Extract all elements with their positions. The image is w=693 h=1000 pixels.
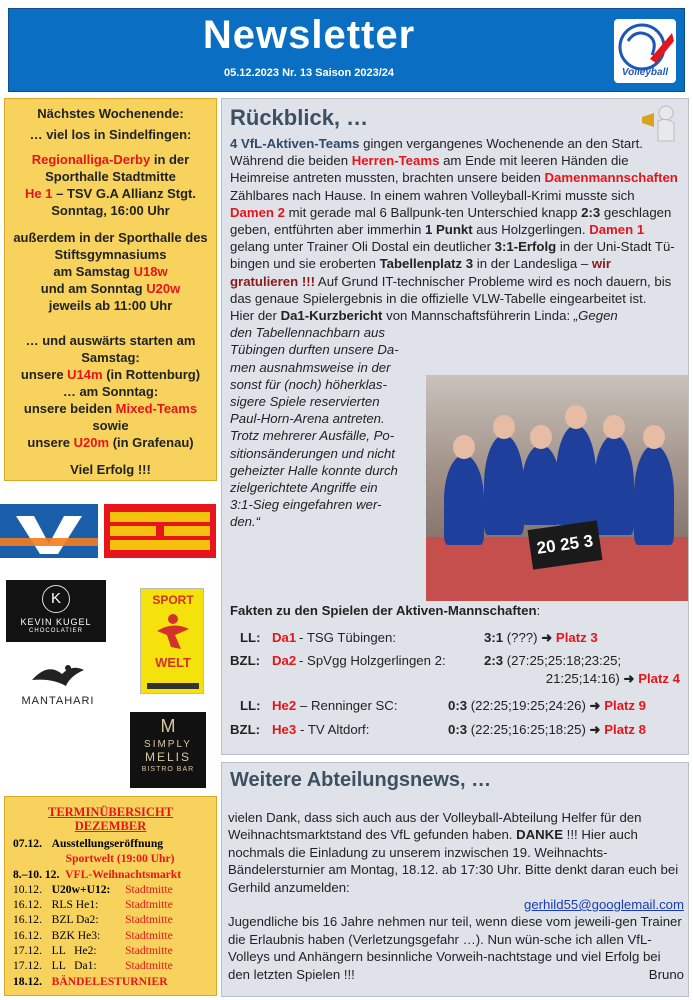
table-place: Tabellenplatz 3 xyxy=(379,256,474,272)
derby-block xyxy=(5,151,216,219)
table-position: Platz 9 xyxy=(604,698,647,713)
schedule-date: 16.12. xyxy=(13,928,42,942)
opponent: - TSG Tübingen: xyxy=(299,630,397,645)
review-text-part: in der Uni-Stadt Tü-bingen und sie eroberten xyxy=(230,239,675,272)
news-text-part: !!! Hier auch nochmals die Einladung zu unserem inzwischen 19. Weihnachts-Bändelersturnier am Montag, 18.12. ab 17:30 Uhr. Bitte denkt daran euch bei Gerhild anzumelden: xyxy=(228,827,679,895)
set-detail: 21:25;14:16) xyxy=(545,671,624,686)
u20m-label: U20m xyxy=(73,435,110,450)
schedule-date xyxy=(11,851,46,866)
vfl-volleyball-logo xyxy=(614,19,676,83)
away-saturday: … und auswärts starten am Samstag: xyxy=(25,333,196,365)
newsletter-header xyxy=(8,8,685,92)
teams-count: 4 VfL-Aktiven-Teams xyxy=(230,136,360,151)
schedule-event: Sportwelt (19:00 Uhr) xyxy=(65,852,175,866)
schedule-date: 16.12. xyxy=(13,898,42,912)
damen-teams: Damenmannschaften xyxy=(544,170,678,186)
quote-line: sonst für (noch) höherklas- xyxy=(230,376,387,392)
schedule-date: 18.12. xyxy=(13,974,42,988)
table-position: Platz 8 xyxy=(604,722,647,737)
kevin-kugel-logo xyxy=(6,580,106,642)
quote-line: „Gegen xyxy=(573,308,618,324)
sparkasse-logo xyxy=(104,504,216,558)
review-text-part: am Ende mit leeren Händen die Heimreise antreten mussten, brachten unsere beiden xyxy=(230,153,629,186)
quote-line: sitionsänderungen und nicht xyxy=(230,445,395,461)
schedule-event: VFL-Weihnachtsmarkt xyxy=(65,867,182,881)
saturday-text: am Samstag xyxy=(53,264,134,279)
schedule-date: 16.12. xyxy=(13,913,42,927)
u14m-label: U14m xyxy=(67,367,103,382)
derby-venue: in der Sporthalle Stadtmitte xyxy=(45,152,190,184)
review-text-part: mit gerade mal 6 Ballpunk-ten Unterschied knapp xyxy=(284,204,582,220)
sowie-text: sowie xyxy=(92,418,129,433)
score-sign: 20 25 3 xyxy=(528,520,603,569)
news-text-part: vielen Dank, dass sich auch aus der Volleyball-Abteilung Helfer für den Weihnachtsmarktstand des VfL gefunden haben. xyxy=(228,810,642,843)
schedule-event: BÄNDELESTURNIER xyxy=(51,974,168,988)
set-detail: (22:25;16:25;18:25) xyxy=(467,722,590,737)
simply-melis-logo xyxy=(130,712,206,788)
away-sunday: … am Sonntag: xyxy=(62,384,159,399)
u14m-venue: (in Rottenburg) xyxy=(102,367,201,382)
schedule-table xyxy=(11,836,183,989)
schedule-place: Stadtmitte xyxy=(125,898,173,912)
team-label: Da2 xyxy=(272,653,297,668)
score: 3:1 xyxy=(484,630,504,645)
review-title: Rückblick, … xyxy=(230,105,369,130)
report-intro: Hier der xyxy=(230,308,281,324)
schedule-title: TERMINÜBERSICHT xyxy=(47,805,174,819)
review-text-part: gelang unter Trainer Oli Dostal ein deutlicher xyxy=(230,239,495,255)
mixed-prefix: unsere beiden xyxy=(23,401,116,416)
news-text xyxy=(228,809,684,983)
schedule-date: 8.–10. 12. xyxy=(13,867,60,881)
win-label: 3:1-Erfolg xyxy=(494,239,557,255)
schedule-place: Stadtmitte xyxy=(125,959,173,973)
away-block xyxy=(5,332,216,451)
quote-line: zielgerichtete Angriffe ein xyxy=(230,480,378,496)
quote-line: geheizter Halle konnte durch xyxy=(230,462,398,478)
youth-time: jeweils ab 11:00 Uhr xyxy=(48,298,173,313)
set-detail: (???) xyxy=(503,630,542,645)
schedule-row xyxy=(11,897,183,912)
kevin-kugel-name: KEVIN KUGEL xyxy=(20,617,92,627)
u20m-venue: (in Grafenau) xyxy=(109,435,194,450)
u20w-label: U20w xyxy=(146,281,181,296)
quote-line: den.“ xyxy=(230,514,261,530)
schedule-event: BZL Da2: xyxy=(51,913,99,927)
schedule-date: 07.12. xyxy=(13,837,42,850)
table-position: Platz 3 xyxy=(555,630,598,645)
set-detail: (22:25;19:25;24:26) xyxy=(467,698,590,713)
schedule-date: 17.12. xyxy=(13,944,42,958)
damen1-label: Damen 1 xyxy=(589,222,645,238)
review-section: Rückblick, … 4 VfL-Aktiven-Teams gingen vergangenes Wochenende an den Start. Während die beiden Herren-Teams am Ende mit leeren Händen die Heimreise antreten mussten, brachten unsere beiden Damenmannschaften Zählbares nach Hause. In einem wahren Volleyball-Krimi musste sich Damen 2 mit gerade mal 6 Ballpunk-ten Unterschied knapp 2:3 geschlagen geben, entführten aber immerhin 1 Punkt aus Holzgerlingen. Damen 1 gelang unter Trainer Oli Dostal ein deutlicher 3:1-Erfolg in der Uni-Stadt Tü-bingen und sie eroberten Tabellenplatz 3 in der Landesliga – wir gratulieren !!! Auf Grund IT-technischer Probleme wird es noch dauern, bis das genaue Spielergebnis in die offizielle VLW-Tabelle eingearbeitet ist. Hier der Da1-Kurzbericht von Mannschaftsführerin Linda: „Gegen den Tabellennachbarn aus Tübingen durften unsere Da- men ausnahmsweise in der sonst für (noch) höherklas- sigere Spiele reservierten Paul-Horn-Arena antreten. Trotz mehrerer Ausfälle, Po- sitionsänderungen und nicht geheizter Halle konnte durch zielgerichtete Angriffe ein 3:1-Sieg eingefahren wer- den.“ 20 25 3 Fakten zu den Spielen der Aktiven-Mannschaften: LL: Da1 - TSG Tübingen: 3:1 (???) ➜ Platz 3 BZL: Da2 - SpVgg Holzgerlingen 2: 2:3 (27:25;25:18;23:25; 21:25;14:16) ➜ Platz 4 LL: He2 – Renninger SC: 0:3 (22:25;19:25;24:26) ➜ Platz 9 BZL: He3 - TV Altdorf: 0:3 (22:25;16:25;18:25) ➜ Platz 8 xyxy=(221,98,689,755)
schedule-event: LL He2: xyxy=(51,944,97,958)
opponent: – Renninger SC: xyxy=(300,698,398,713)
derby-label: Regionalliga-Derby xyxy=(31,152,151,167)
team-label: Da1 xyxy=(272,630,297,645)
league-label: LL: xyxy=(240,630,261,645)
signature: Bruno xyxy=(648,966,684,982)
schedule-date: 17.12. xyxy=(13,959,42,973)
schedule-row xyxy=(11,943,183,958)
u14m-prefix: unsere xyxy=(20,367,68,382)
facts-title: Fakten zu den Spielen der Aktiven-Mannschaften xyxy=(230,603,537,618)
quote-line: sigere Spiele reservierten xyxy=(230,394,380,410)
stiftsgym-venue: außerdem in der Sporthalle des Stiftsgymnasiums xyxy=(13,230,208,262)
schedule-row xyxy=(11,958,183,973)
schedule-place: Stadtmitte xyxy=(125,944,173,958)
schedule-row xyxy=(11,928,183,943)
mantahari-bird-icon xyxy=(28,656,88,690)
u18w-label: U18w xyxy=(133,264,168,279)
sunday-text: und am Sonntag xyxy=(40,281,147,296)
damen2-score: 2:3 xyxy=(581,204,601,220)
quote-line: 3:1-Sieg eingefahren wer- xyxy=(230,497,382,513)
u20m-prefix: unsere xyxy=(27,435,74,450)
sportwelt-figure-icon xyxy=(153,611,193,651)
quote-line: Trotz mehrerer Ausfälle, Po- xyxy=(230,428,395,444)
schedule-event: BZK He3: xyxy=(51,928,101,942)
mantahari-name: MANTAHARI xyxy=(21,695,95,707)
thanks-label: DANKE xyxy=(516,827,564,843)
schedule-place: Stadtmitte xyxy=(125,882,173,896)
team-label: He3 xyxy=(272,722,297,737)
simply-text: SIMPLY xyxy=(144,739,192,750)
he1-opponent: – TSV G.A Allianz Stgt. xyxy=(52,186,196,201)
facts-colon: : xyxy=(536,603,541,618)
schedule-row xyxy=(11,867,183,882)
melis-text: MELIS xyxy=(144,750,191,764)
schedule-date: 10.12. xyxy=(13,882,42,896)
schedule-event: Ausstellungseröffnung xyxy=(51,837,164,850)
schedule-cell xyxy=(11,867,183,882)
review-text-part: geschlagen geben, entführten aber immerhin xyxy=(230,204,672,238)
sport-text: SPORT xyxy=(152,593,194,607)
mixed-label: Mixed-Teams xyxy=(115,401,198,416)
review-text-part: aus Holzgerlingen. xyxy=(472,222,590,238)
league-label: BZL: xyxy=(230,653,261,668)
welt-text: WELT xyxy=(155,655,191,670)
next-weekend-box xyxy=(4,98,217,481)
schedule-place: Stadtmitte xyxy=(125,913,173,927)
review-text-part: Zählbares nach Hause. In einem wahren Volleyball-Krimi musste sich xyxy=(230,187,635,203)
schedule-row xyxy=(11,974,183,989)
set-detail: (27:25;25:18;23:25; xyxy=(503,653,622,668)
report-intro-end: von Mannschaftsführerin Linda: xyxy=(382,308,574,324)
issue-line: 05.12.2023 Nr. 13 Saison 2023/24 xyxy=(223,67,395,79)
schedule-row xyxy=(11,912,183,927)
stiftsgym-block xyxy=(5,229,216,314)
kevin-kugel-k-icon: K xyxy=(42,585,70,613)
score: 0:3 xyxy=(448,698,468,713)
he1-label: He 1 xyxy=(25,186,53,201)
table-position: Platz 4 xyxy=(638,671,680,686)
quote-line: Tübingen durften unsere Da- xyxy=(230,342,399,358)
review-text-part: Auf Grund IT-technischer Probleme wird es noch dauern, bis das genaue Spielergebnis in die offizielle VLW-Tabelle eingearbeitet ist. xyxy=(230,273,672,306)
next-weekend-heading: Nächstes Wochenende: xyxy=(37,106,184,121)
one-point: 1 Punkt xyxy=(425,222,473,238)
simply-melis-m-icon: M xyxy=(160,716,176,736)
quote-line: den Tabellennachbarn aus xyxy=(230,325,385,341)
news-title: Weitere Abteilungsnews, … xyxy=(230,769,492,791)
kevin-kugel-sub: CHOCOLATIER xyxy=(29,628,83,634)
mantahari-logo xyxy=(10,656,106,720)
opponent: - SpVgg Holzgerlingen 2: xyxy=(299,653,446,668)
schedule-row xyxy=(11,851,183,866)
congrats: wir gratulieren !!! xyxy=(230,256,611,289)
opponent: - TV Altdorf: xyxy=(300,722,370,737)
schedule-row xyxy=(11,836,183,851)
report-label: Da1-Kurzbericht xyxy=(280,308,383,324)
score: 2:3 xyxy=(484,653,504,668)
sindelfingen-line: … viel los in Sindelfingen: xyxy=(29,127,192,142)
news-section xyxy=(221,762,689,997)
quote-line: men ausnahmsweise in der xyxy=(230,359,391,375)
review-text-part: gingen vergangenes Wochenende an den Start. Während die beiden xyxy=(230,136,643,169)
herren-teams: Herren-Teams xyxy=(351,153,440,169)
email-link[interactable]: gerhild55@googlemail.com xyxy=(523,897,684,913)
schedule-event: RLS He1: xyxy=(51,898,99,912)
facts-heading xyxy=(230,603,682,618)
schedule-box xyxy=(4,796,217,996)
sportwelt-logo xyxy=(140,588,204,694)
bistro-text: BISTRO BAR xyxy=(141,766,195,773)
quote-line: Paul-Horn-Arena antreten. xyxy=(230,411,385,427)
schedule-event: U20w+U12: xyxy=(51,882,111,896)
schedule-month: DEZEMBER xyxy=(74,819,147,833)
team-photo xyxy=(426,375,688,601)
good-luck: Viel Erfolg !!! xyxy=(70,462,151,477)
score: 0:3 xyxy=(448,722,468,737)
damen2-label: Damen 2 xyxy=(230,204,285,220)
derby-time: Sonntag, 16:00 Uhr xyxy=(51,203,170,218)
league-label: BZL: xyxy=(230,722,261,737)
news-text-part: Jugendliche bis 16 Jahre nehmen nur teil, wenn diese vom jeweili-gen Trainer die Erlaubnis haben (Verletzungsgefahr …). Nun wün-sche ich allen VfL-Volleys und Anhängern besinnliche Vorweih-nachtstage und viel Erfolg bei den letzten Spielen !!! xyxy=(228,914,682,982)
schedule-place: Stadtmitte xyxy=(125,928,173,942)
volksbank-logo xyxy=(0,504,98,558)
review-text-part: in der Landesliga – xyxy=(473,256,592,272)
logo-text: Volleyball xyxy=(621,67,669,78)
newsletter-title: Newsletter xyxy=(202,13,416,57)
schedule-event: LL Da1: xyxy=(51,959,97,973)
schedule-row xyxy=(11,882,183,897)
league-label: LL: xyxy=(240,698,261,713)
team-label: He2 xyxy=(272,698,297,713)
